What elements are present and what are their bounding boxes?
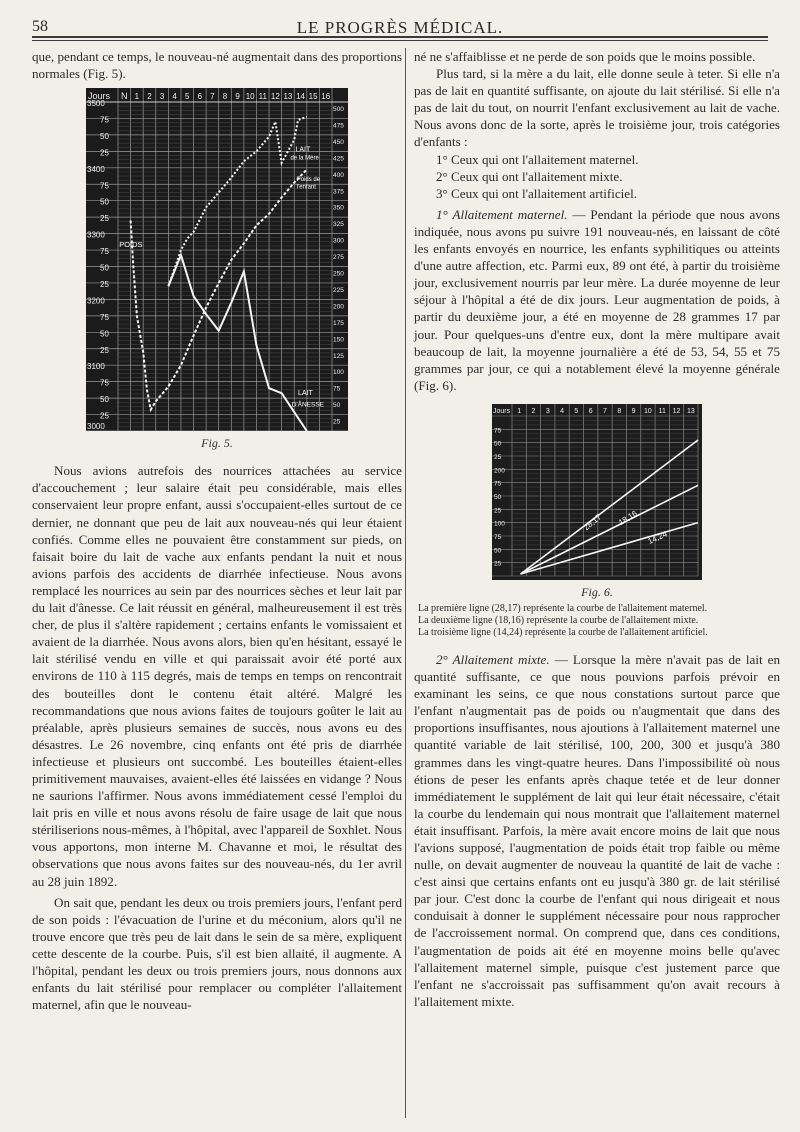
legend-note: La première ligne (28,17) représente la courbe de l'allaitement maternel.: [418, 602, 708, 614]
axis-tick-label: 25: [100, 214, 109, 224]
axis-tick-label: 25: [494, 453, 502, 461]
axis-tick-label: 125: [333, 352, 344, 360]
axis-corner-label: Jours: [88, 91, 111, 102]
axis-tick-label: 150: [333, 336, 344, 344]
axis-tick-label: 275: [333, 254, 344, 262]
series-label: Poids de: [296, 177, 321, 184]
axis-tick-label: 10: [245, 92, 255, 102]
section-mixte-text: — Lorsque la mère n'avait pas de lait en quantité suffisante, ce que nous pouvions parfois prévoir en examinant les seins, ce que nous constations surtout parce que l'enfant n'augmentait pas de poids ou n'augmentait que dans des proportions insuffisantes, nous ajoutions à l'allaitement maternel une quantité variable de lait stérilisé, 100, 200, 300 et jusqu'à 380 grammes dans les vingt-quatre heures. Dans l'impossibilité où nous étions de peser les enfants après chaque tetée et de leur donner immédiatement le supplément de lait qui leur était nécessaire, c'était la courbe du lendemain qui nous montrait que l'allaitement maternel était insuffisant. Parfois, la mère avait encore moins de lait que nous l'avions supposé, l'augmentation de poids était trop faible ou même nulle, on devait augmenter de nouveau la quantité de lait de vache : c'est ainsi que certains enfants ont eu jusqu'à 380 gr. de lait stérilisé par jour. C'est donc la courbe de l'enfant qui nous dirigeait et nous conduisait à donner le supplément nécessaire pour nous rapprocher de l'accroissement normal. On comprend que, dans ces conditions, l'augmentation de poids ait été en moyenne moins belle qu'avec l'allaitement maternel simple, puisque c'est justement parce que l'enfant ne s'accroissait pas suffisamment qu'on avait recours à l'allaitement mixte.: [414, 651, 781, 1009]
axis-tick-label: 6: [197, 92, 203, 102]
figure-5-caption: Fig. 5.: [201, 436, 233, 451]
figure-5: [86, 88, 348, 431]
axis-tick-label: 75: [100, 378, 109, 388]
axis-tick-label: 25: [333, 418, 341, 426]
page-number: 58: [32, 18, 48, 35]
axis-tick-label: 350: [333, 204, 344, 212]
axis-tick-label: 15: [308, 92, 318, 102]
list-item: 3° Ceux qui ont l'allaitement artificiel.: [436, 185, 638, 201]
line-label: 28,17: [581, 512, 604, 533]
axis-tick-label: 12: [672, 407, 681, 415]
axis-tick-label: 3: [545, 407, 550, 415]
axis-tick-label: 9: [235, 92, 240, 102]
figure-5-chart: [86, 88, 348, 431]
right-column: [414, 48, 780, 1010]
left-paragraph-1: Nous avions autrefois des nourrices attachées au service d'accouchement ; leur salaire était peu considérable, mais elles conservaient leur propre enfant, aussi s'occupaient-elles surtout de ce dernier, ne donnant que peu de lait aux nouveau-nés qui leur étaient confiés. Comme elles ne pouvaient être constamment sur pieds, on faisait boire du lait de vache aux enfants pendant la nuit et nous avions parfois des accidents de diarrhée infectieuse. Nous avons remplacé les nourrices au sein par des nourrices sèches et leur lait par du lait d'ânesse. Ce lait réussit en général, malheureusement il est très cher, de plus il s'altère rapidement ; certains enfants le vomissaient et avaient de la diarrhée. Nous avons alors, bien qu'en hésitant, essayé le lait stérilisé vendu en ville et qui paraissait avoir été porté aux environs de 110 à 115 degrés, mais de temps en temps on rencontrait des bouteilles dont le contenu était altéré. Malgré les recommandations que nous avions faites de toujours goûter le lait au préalable, après plusieurs semaines de succès, nous avons eu des désastres. Le 26 novembre, cinq enfants ont été pris de diarrhée infectieuse et plusieurs ont succombé. Les bouteilles étaient-elles primitivement mauvaises, avaient-elles été laissées en vidange ? Nous ne saurions l'affirmer. Nous avons immédiatement cessé l'emploi du lait pris en ville et nous avons résolu de faire usage de lait que nous stériliserions nous-mêmes, à l'hôpital, avec l'appareil de Soxhlet. Nous vous apportons, mon interne M. Chavanne et moi, le résultat des observations que nous avons faites sur des nouveau-nés, du 1er avril au 28 juin 1892.: [32, 463, 402, 889]
series-label: LAIT: [295, 146, 311, 154]
axis-tick-label: 4: [560, 407, 565, 415]
axis-tick-label: 25: [100, 280, 109, 290]
figure-6-legend: [414, 603, 780, 639]
axis-tick-label: 300: [333, 237, 344, 245]
axis-tick-label: 3100: [87, 362, 105, 372]
axis-tick-label: 16: [321, 92, 331, 102]
axis-tick-label: 9: [631, 407, 636, 415]
page-header: [32, 12, 768, 38]
axis-tick-label: 400: [333, 171, 344, 179]
axis-tick-label: 25: [100, 411, 109, 421]
axis-tick-label: 1: [134, 92, 140, 102]
figure-6: [492, 404, 702, 580]
legend-note: La deuxième ligne (18,16) représente la courbe de l'allaitement mixte.: [418, 614, 699, 626]
axis-tick-label: 375: [333, 188, 344, 196]
axis-tick-label: 7: [603, 407, 607, 415]
line-label: 18,16: [617, 508, 639, 527]
axis-tick-label: 11: [258, 92, 267, 102]
axis-tick-label: 7: [210, 92, 215, 102]
axis-tick-label: 3300: [87, 230, 105, 240]
axis-tick-label: 250: [333, 270, 344, 278]
axis-tick-label: 75: [494, 533, 502, 541]
section-mixte: [414, 651, 780, 1010]
axis-tick-label: 13: [686, 407, 695, 415]
axis-tick-label: 25: [100, 148, 109, 158]
axis-tick-label: 8: [617, 407, 622, 415]
axis-tick-label: 50: [100, 132, 109, 142]
axis-tick-label: 3000: [87, 422, 105, 432]
column-divider: [405, 48, 406, 1118]
axis-tick-label: 1: [517, 407, 522, 415]
left-intro: que, pendant ce temps, le nouveau-né augmentait dans des proportions normales (Fig. 5).: [32, 49, 402, 82]
axis-tick-label: 75: [100, 313, 109, 323]
axis-tick-label: 75: [100, 181, 109, 191]
axis-tick-label: 500: [333, 106, 344, 114]
axis-tick-label: 75: [333, 385, 341, 393]
axis-tick-label: 25: [494, 507, 502, 515]
section-maternel-heading: 1° Allaitement maternel.: [436, 206, 568, 222]
axis-tick-label: 50: [494, 493, 502, 501]
axis-tick-label: 50: [100, 263, 109, 273]
series-label: POIDS: [119, 239, 143, 249]
axis-tick-label: 175: [333, 320, 344, 328]
axis-tick-label: 100: [494, 520, 505, 528]
axis-tick-label: 14: [296, 92, 305, 102]
axis-tick-label: 75: [100, 247, 109, 257]
axis-tick-label: 200: [333, 303, 344, 311]
axis-tick-label: 225: [333, 287, 344, 295]
series-label: LAIT: [298, 389, 313, 397]
axis-tick-label: 25: [100, 345, 109, 355]
axis-tick-label: 50: [100, 329, 109, 339]
list-item: 2° Ceux qui ont l'allaitement mixte.: [436, 168, 623, 184]
axis-tick-label: 75: [494, 480, 502, 488]
axis-tick-label: 13: [283, 92, 293, 102]
axis-tick-label: 8: [222, 92, 228, 102]
axis-tick-label: 50: [494, 440, 502, 448]
left-paragraph-2: On sait que, pendant les deux ou trois premiers jours, l'enfant perd de son poids : l'évacuation de l'urine et du méconium, alors qu'il ne trouve encore que très peu de lait dans le sein de sa mère, expliquent cette descente de la courbe. Puis, s'il est bien allaité, il augmente. A l'hôpital, pendant les deux ou trois premiers jours, nous donnons aux enfants du lait stérilisé pour remplacer ou compléter l'allaitement maternel, afin que le nouveau-: [32, 894, 402, 1013]
axis-corner-label: Jours: [493, 407, 511, 415]
axis-tick-label: 4: [172, 92, 177, 102]
category-list: [414, 151, 780, 202]
axis-tick-label: 3200: [87, 296, 105, 306]
section-mixte-heading: 2° Allaitement mixte.: [436, 651, 550, 667]
axis-tick-label: 3500: [87, 99, 105, 109]
legend-note: La troisième ligne (14,24) représente la courbe de l'allaitement artificiel.: [418, 626, 708, 638]
list-item: 1° Ceux qui ont l'allaitement maternel.: [436, 151, 639, 167]
right-paragraph-1: né ne s'affaiblisse et ne perde de son poids que le moins possible.: [414, 49, 756, 64]
axis-tick-label: 50: [100, 395, 109, 405]
axis-tick-label: 5: [185, 92, 190, 102]
series-label: D'ÂNESSE: [291, 401, 325, 409]
axis-tick-label: 5: [574, 407, 579, 415]
section-maternel-text: — Pendant la période que nous avons indiquée, nous avons pu suivre 191 nouveau-nés, en laissant de côté les enfants envoyés en nourrice, les enfants syphilitiques ou atteints d'une autre affection, etc. Parmi eux, 89 ont été, à partir du troisième jour, exclusivement nourris par leur mère. La durée moyenne de leur séjour à l'hôpital a été de dix jours. Leur augmentation de poids, à partir du deuxième jour, a été en moyenne de 28 grammes 17 par jour. Pour quelques-uns d'entre eux, dont la mère multipare avait beaucoup de lait, la moyenne journalière a été de 53, 54, 55 et 75 grammes par jour, ce qui a notablement élevé la moyenne générale (Fig. 6).: [414, 206, 780, 393]
axis-tick-label: 75: [494, 427, 502, 435]
axis-tick-label: 3400: [87, 164, 105, 174]
axis-tick-label: 6: [588, 407, 593, 415]
axis-tick-label: 50: [333, 402, 341, 410]
section-maternel: [414, 206, 780, 394]
chart-background: [86, 88, 348, 431]
series-label: l'enfant: [296, 184, 316, 191]
left-column: [32, 48, 402, 1013]
axis-tick-label: 475: [333, 122, 344, 130]
axis-tick-label: 12: [270, 92, 280, 102]
axis-tick-label: 75: [100, 115, 109, 125]
axis-tick-label: 200: [494, 467, 505, 475]
figure-6-caption: Fig. 6.: [581, 584, 613, 599]
figure-6-chart: [492, 404, 702, 580]
line-label: 14,24: [646, 529, 669, 546]
axis-tick-label: 100: [333, 369, 344, 377]
axis-tick-label: 10: [644, 407, 652, 415]
axis-tick-label: 425: [333, 155, 344, 163]
axis-tick-label: N: [121, 91, 128, 102]
axis-tick-label: 3: [159, 92, 165, 102]
axis-tick-label: 325: [333, 221, 344, 229]
axis-tick-label: 450: [333, 139, 344, 147]
axis-tick-label: 50: [100, 197, 109, 207]
axis-tick-label: 2: [531, 407, 536, 415]
axis-tick-label: 2: [147, 92, 152, 102]
series-label: de la Mère: [290, 155, 319, 162]
right-paragraph-2: Plus tard, si la mère a du lait, elle donne seule à teter. Si elle n'a pas de lait en quantité suffisante, on ajoute du lait stérilisé. Si elle n'a pas de lait du tout, on nourrit l'enfant exclusivement au lait de vache. Nous avons donc de la sorte, après le troisième jour, trois catégories d'enfants :: [414, 66, 780, 150]
axis-tick-label: 11: [658, 407, 666, 415]
axis-tick-label: 25: [494, 560, 502, 568]
journal-title: LE PROGRÈS MÉDICAL.: [296, 18, 504, 37]
axis-tick-label: 50: [494, 547, 502, 555]
